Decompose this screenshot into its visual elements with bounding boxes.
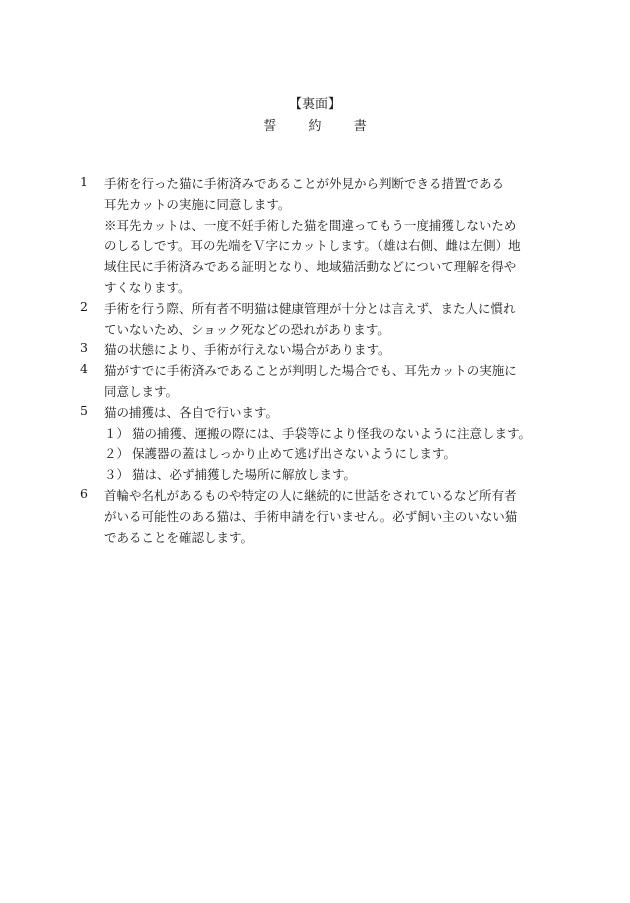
pledge-list bbox=[80, 174, 560, 548]
note-line: 域住民に手術済みである証明となり、地域猫活動などについて理解を得や bbox=[104, 259, 517, 275]
sub-item bbox=[104, 424, 560, 445]
item-number: 4 bbox=[80, 361, 88, 377]
document-title: 誓 約 書 bbox=[263, 119, 381, 134]
pledge-item-6 bbox=[80, 486, 560, 548]
item-number: 6 bbox=[80, 485, 88, 501]
pledge-item-3 bbox=[80, 340, 560, 361]
pledge-item-1 bbox=[80, 174, 560, 299]
item-text-line: 耳先カットの実施に同意します。 bbox=[104, 196, 291, 212]
sub-item bbox=[104, 444, 560, 465]
item-number: 1 bbox=[80, 174, 88, 189]
pledge-item-5 bbox=[80, 403, 560, 486]
item-text-line: 手術を行う際、所有者不明猫は健康管理が十分とは言えず、また人に慣れ bbox=[104, 300, 516, 316]
item-text-line: であることを確認します。 bbox=[104, 529, 254, 545]
pledge-item-4 bbox=[80, 361, 560, 403]
note-line: すくなります。 bbox=[104, 279, 191, 295]
item-text-line: がいる可能性のある猫は、手術申請を行いません。必ず飼い主のいない猫 bbox=[104, 508, 518, 524]
item-text-line: 手術を行った猫に手術済みであることが外見から判断できる措置である bbox=[104, 176, 505, 191]
item-number: 5 bbox=[80, 402, 88, 418]
item-number: 3 bbox=[80, 340, 88, 356]
pledge-item-2 bbox=[80, 299, 560, 341]
note-line: ※耳先カットは、一度不妊手術した猫を間違ってもう一度捕獲しないため bbox=[104, 217, 517, 233]
note-line: のしるしです。耳の先端をＶ字にカットします。（雄は右側、雌は左側）地 bbox=[104, 238, 521, 254]
sub-item-number: ２） bbox=[104, 446, 130, 462]
item-number: 2 bbox=[80, 298, 88, 314]
item-text-line: 同意します。 bbox=[104, 383, 179, 399]
item-text-line: 猫がすでに手術済みであることが判明した場合でも、耳先カットの実施に bbox=[104, 363, 517, 379]
sub-item-number: ３） bbox=[104, 467, 130, 483]
sub-item bbox=[104, 465, 560, 486]
side-label: 【裏面】 bbox=[288, 97, 341, 112]
sub-item-number: １） bbox=[104, 425, 130, 441]
sub-item-text: 猫は、必ず捕獲した場所に解放します。 bbox=[132, 467, 357, 483]
item-text-line: 猫の状態により、手術が行えない場合があります。 bbox=[104, 342, 391, 358]
sub-item-text: 猫の捕獲、運搬の際には、手袋等により怪我のないように注意します。 bbox=[132, 425, 532, 441]
item-text-line: ていないため、ショック死などの恐れがあります。 bbox=[104, 321, 390, 337]
sub-item-text: 保護器の蓋はしっかり止めて逃げ出さないようにします。 bbox=[132, 446, 457, 462]
ear-tip-note bbox=[104, 216, 560, 299]
item-text-line: 首輪や名札があるものや特定の人に継続的に世話をされているなど所有者 bbox=[104, 487, 517, 503]
item-text-line: 猫の捕獲は、各自で行います。 bbox=[104, 404, 279, 420]
